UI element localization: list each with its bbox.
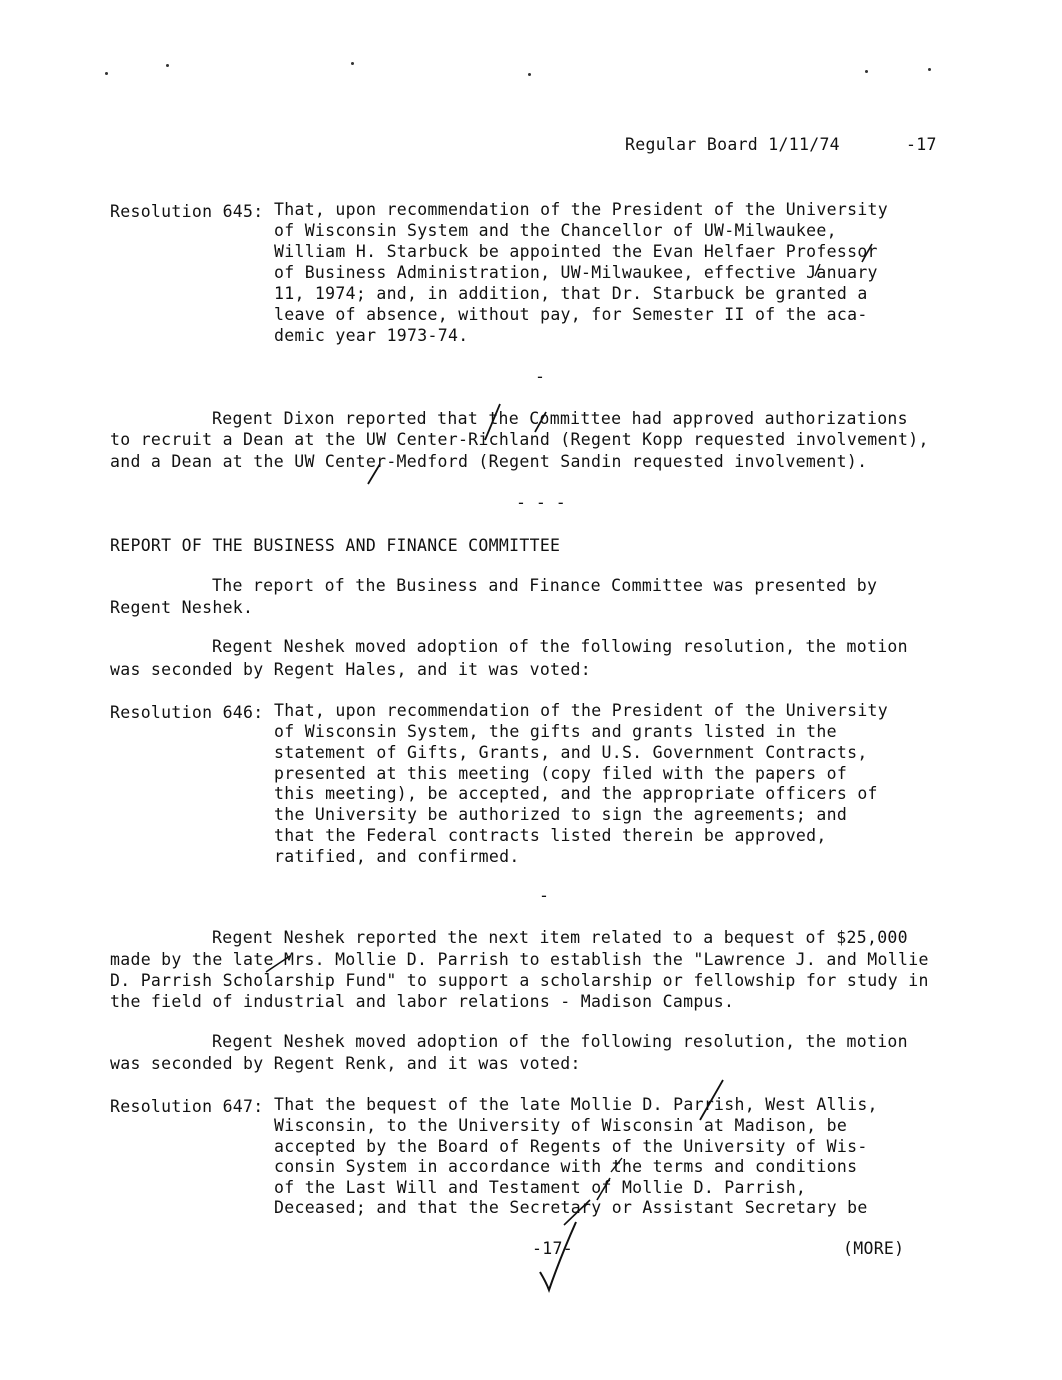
resolution-646-label: Resolution 646: [110,703,264,722]
pen-check-mark [564,1200,590,1225]
pen-check-mark [597,1178,610,1200]
footer-page-number: -17- [532,1239,573,1258]
pen-check-mark [368,464,380,484]
motion-line: was seconded by Regent Hales, and it was voted: [110,660,591,679]
resolution-646-line: statement of Gifts, Grants, and U.S. Government Contracts, [274,743,868,762]
separator: - [535,367,545,386]
resolution-646-line: that the Federal contracts listed therein be approved, [274,826,827,845]
resolution-645-label: Resolution 645: [110,202,264,221]
bequest-report-line: Regent Neshek reported the next item related to a bequest of $25,000 [212,928,908,947]
resolution-647-line: Wisconsin, to the University of Wisconsin at Madison, be [274,1116,848,1135]
resolution-646-line: this meeting), be accepted, and the appropriate officers of [274,784,878,803]
resolution-645-line: leave of absence, without pay, for Semester II of the aca- [274,305,868,324]
motion-line: was seconded by Regent Renk, and it was voted: [110,1054,581,1073]
header-title: Regular Board 1/11/74 [625,135,840,154]
pen-check-mark [815,264,820,276]
resolution-645-line: 11, 1974; and, in addition, that Dr. Starbuck be granted a [274,284,868,303]
resolution-647-line: Deceased; and that the Secretary or Assistant Secretary be [274,1198,868,1217]
resolution-646-line: of Wisconsin System, the gifts and grants listed in the [274,722,837,741]
resolution-645-line: of Wisconsin System and the Chancellor of UW-Milwaukee, [274,221,837,240]
resolution-647-line: consin System in accordance with the terms and conditions [274,1157,858,1176]
pen-check-mark [535,412,546,432]
resolution-647-line: of the Last Will and Testament of Mollie D. Parrish, [274,1178,807,1197]
resolution-645-line: That, upon recommendation of the President of the University [274,200,889,219]
report-intro-line: The report of the Business and Finance Committee was presented by [212,576,878,595]
pen-check-mark [540,1222,576,1290]
pen-check-mark [266,956,290,972]
resolution-646-line: the University be authorized to sign the agreements; and [274,805,848,824]
dixon-report-line: to recruit a Dean at the UW Center-Richland (Regent Kopp requested involvement), [110,430,929,449]
resolution-645-line: William H. Starbuck be appointed the Evan Helfaer Professor [274,242,878,261]
bequest-report-line: D. Parrish Scholarship Fund" to support a scholarship or fellowship for study in [110,971,929,990]
dixon-report-line: and a Dean at the UW Center-Medford (Regent Sandin requested involvement). [110,452,868,471]
resolution-646-line: presented at this meeting (copy filed with the papers of [274,764,848,783]
resolution-646-line: That, upon recommendation of the President of the University [274,701,889,720]
dixon-report-line: Regent Dixon reported that the Committee had approved authorizations [212,409,908,428]
resolution-647-line: That the bequest of the late Mollie D. Parrish, West Allis, [274,1095,878,1114]
pen-check-mark [611,1158,622,1172]
separator: - - - [516,493,566,512]
separator: - [539,886,549,905]
motion-line: Regent Neshek moved adoption of the following resolution, the motion [212,637,908,656]
section-heading: REPORT OF THE BUSINESS AND FINANCE COMMITTEE [110,536,561,555]
pen-check-mark [485,404,500,440]
pen-check-mark [862,244,872,262]
header-page-number: -17 [906,135,937,154]
resolution-645-line: of Business Administration, UW-Milwaukee, effective January [274,263,878,282]
resolution-647-line: accepted by the Board of Regents of the University of Wis- [274,1137,868,1156]
resolution-647-label: Resolution 647: [110,1097,264,1116]
resolution-646-line: ratified, and confirmed. [274,847,520,866]
resolution-645-line: demic year 1973-74. [274,326,469,345]
footer-more-indicator: (MORE) [843,1239,905,1258]
pen-check-mark [700,1080,723,1120]
report-intro-line: Regent Neshek. [110,598,254,617]
bequest-report-line: the field of industrial and labor relations - Madison Campus. [110,992,735,1011]
motion-line: Regent Neshek moved adoption of the following resolution, the motion [212,1032,908,1051]
bequest-report-line: made by the late Mrs. Mollie D. Parrish to establish the "Lawrence J. and Mollie [110,950,929,969]
